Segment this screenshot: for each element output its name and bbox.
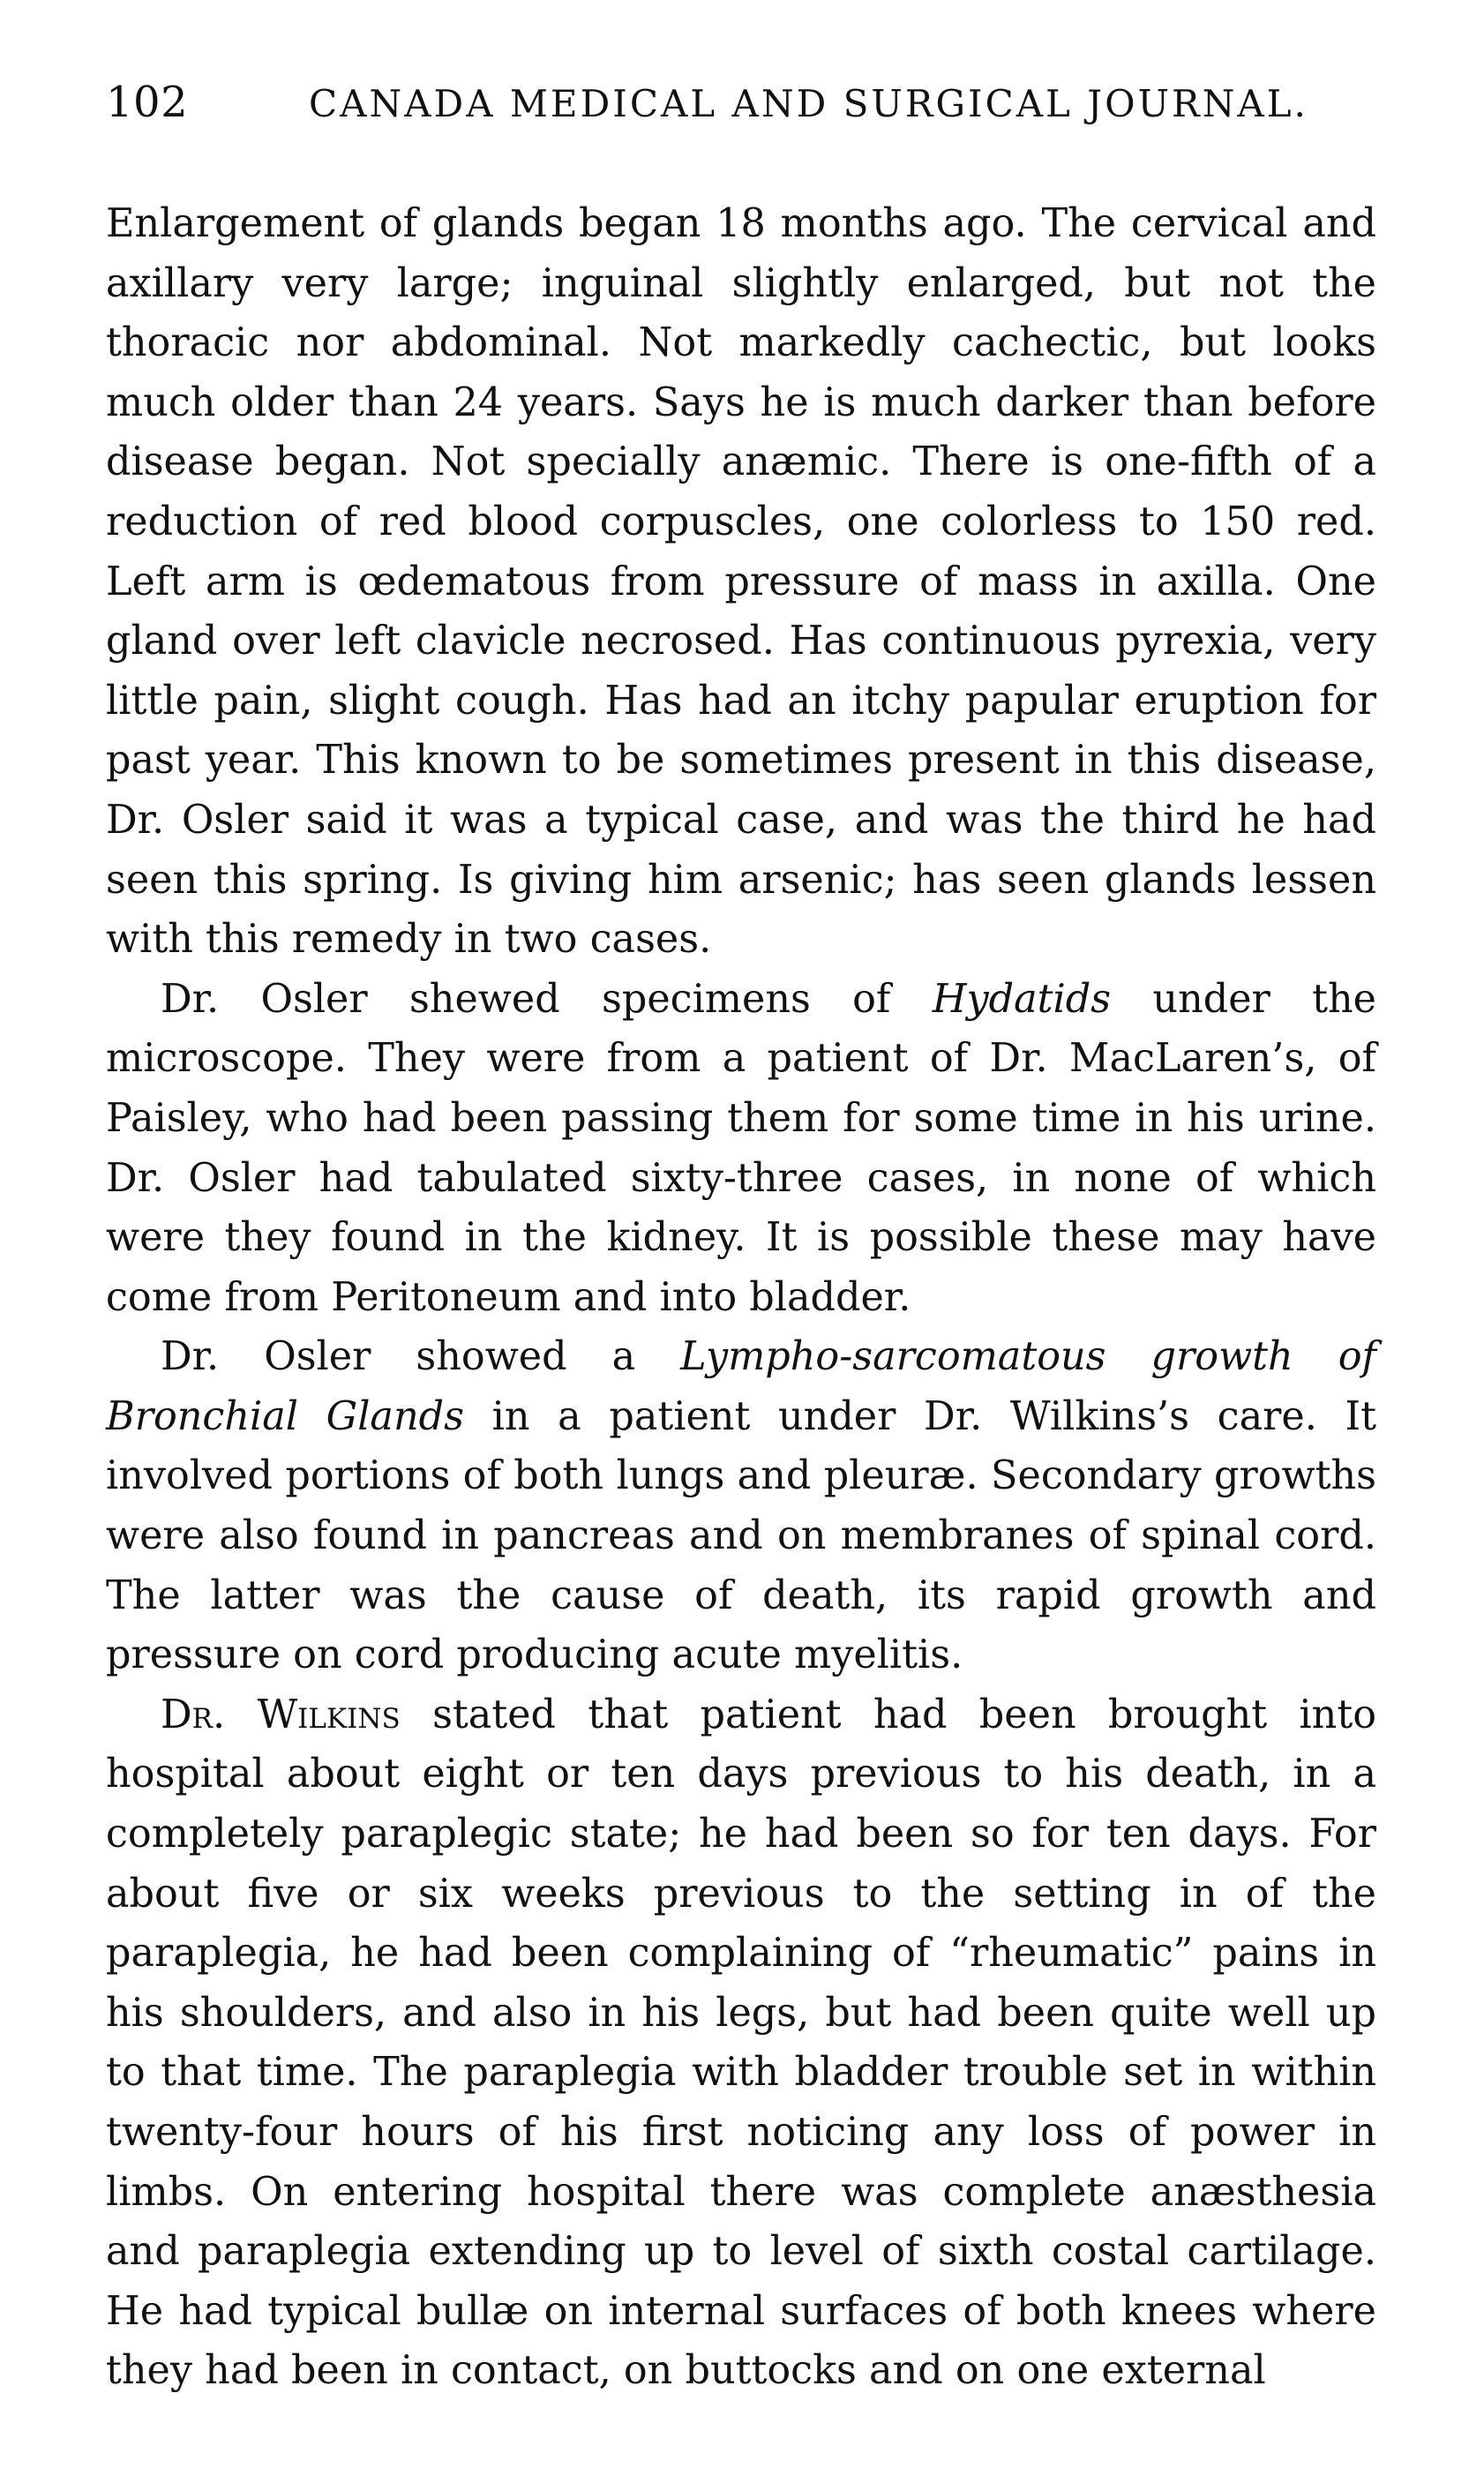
paragraph-text: Enlargement of glands began 18 months ago. The cervical and axillary very large; inguinal slightly enlarged, but not the thoracic nor abdominal. Not markedly cachectic, but looks much older than 24 years. Says he is much darker than before disease began. Not specially anæmic. There is one-fifth of a reduction of red blood corpuscles, one colorless to 150 red. Left arm is œdematous from pressure of mass in axilla. One gland over left clavicle necrosed. Has continuous pyrexia, very little pain, slight cough. Has had an itchy papular eruption for past year. This known to be sometimes present in this disease, Dr. Osler said it was a typical case, and was the third he had seen this spring. Is giving him arsenic; has seen glands lessen with this remedy in two cases. — [106, 201, 1376, 963]
paragraph-text-before: Dr. Osler shewed specimens of — [161, 976, 933, 1022]
speaker-name: Dr. Wilkins — [161, 1692, 401, 1737]
page-number: 102 — [106, 78, 189, 127]
journal-title: CANADA MEDICAL AND SURGICAL JOURNAL. — [309, 82, 1308, 125]
paragraph-text-after: stated that patient had been brought into hospital about eight or ten days previous to his death, in a completely paraplegic state; he had been so for ten days. For about five or six weeks previous to the setting in of the paraplegia, he had been complaining of “rheumatic” pains in his shoulders, and also in his legs, but had been quite well up to that time. The paraplegia with bladder trouble set in within twenty-four hours of his first noticing any loss of power in limbs. On entering hospital there was complete anæsthesia and paraplegia extending up to level of sixth costal cartilage. He had typical bullæ on internal surfaces of both knees where they had been in contact, on buttocks and on one external — [106, 1692, 1376, 2394]
paragraph-dr-wilkins — [106, 1685, 1376, 2401]
journal-page — [106, 78, 1376, 2401]
paragraph-lympho-sarcoma — [106, 1327, 1376, 1685]
running-head — [106, 78, 1376, 148]
paragraph-hydatids — [106, 970, 1376, 1328]
paragraph-case-report — [106, 194, 1376, 970]
paragraph-text-before: Dr. Osler showed a — [161, 1334, 681, 1380]
paragraph-text-after: in a patient under Dr. Wilkins’s care. It involved portions of both lungs and pleuræ. Secondary growths were also found in pancreas and on membranes of spinal cord. The latter was the cause of death, its rapid growth and pressure on cord producing acute myelitis. — [106, 1393, 1376, 1678]
paragraph-text-after: under the microscope. They were from a patient of Dr. MacLaren’s, of Paisley, who had been passing them for some time in his urine. Dr. Osler had tabulated sixty-three cases, in none of which were they found in the kidney. It is possible these may have come from Peritoneum and into bladder. — [106, 976, 1376, 1320]
paragraph-italic-term: Hydatids — [932, 976, 1112, 1022]
paragraph-italic-term: Lympho-sarcomatous growth of Bronchial Glands — [106, 1334, 1376, 1439]
article-body — [106, 194, 1376, 2401]
